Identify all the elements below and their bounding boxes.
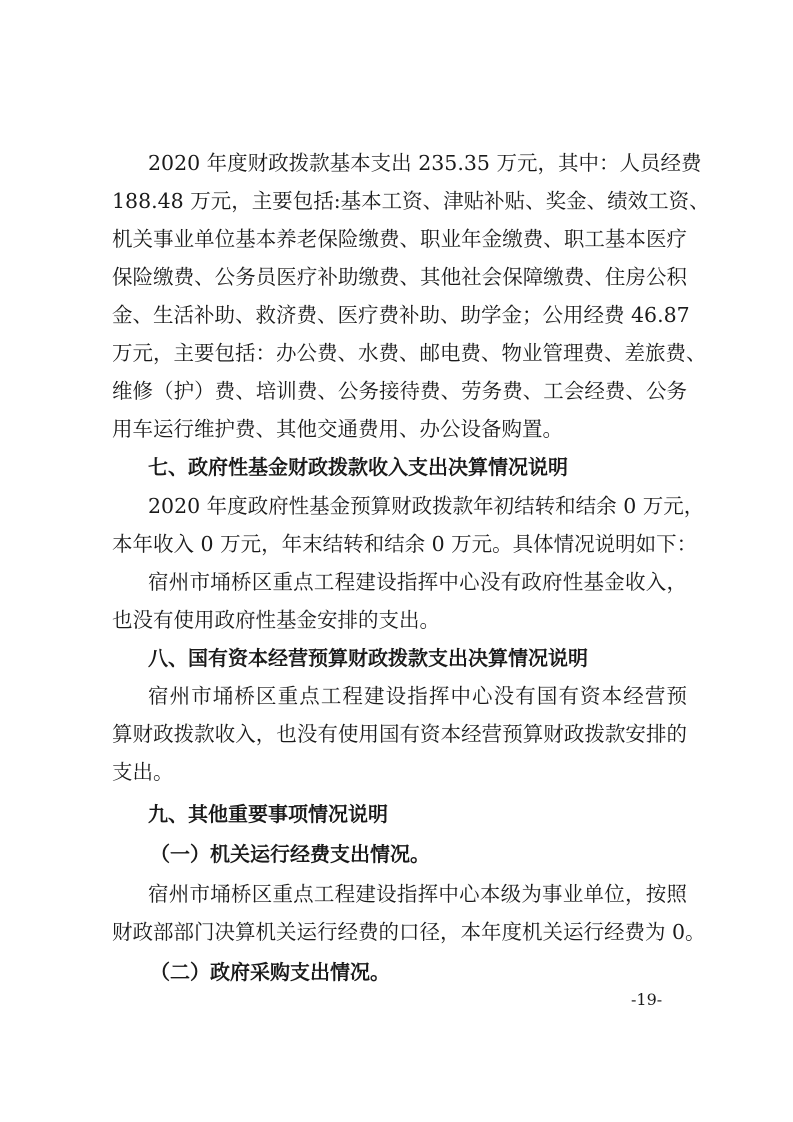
- paragraph-line: 宿州市埇桥区重点工程建设指挥中心没有国有资本经营预: [148, 684, 687, 708]
- page-number: -19-: [631, 990, 663, 1009]
- paragraph-line: 宿州市埇桥区重点工程建设指挥中心没有政府性基金收入，: [148, 570, 687, 594]
- paragraph-line: 2020 年度政府性基金预算财政拨款年初结转和结余 0 万元，: [148, 494, 705, 518]
- paragraph-line: 宿州市埇桥区重点工程建设指挥中心本级为事业单位，按照: [148, 882, 687, 906]
- paragraph-line: 188.48 万元，主要包括:基本工资、津贴补贴、奖金、绩效工资、: [112, 189, 710, 213]
- subsection-heading-1: （一）机关运行经费支出情况。: [150, 842, 430, 866]
- section-heading-9: 九、其他重要事项情况说明: [148, 802, 388, 826]
- section-heading-7: 七、政府性基金财政拨款收入支出决算情况说明: [148, 455, 568, 479]
- paragraph-line: 万元，主要包括：办公费、水费、邮电费、物业管理费、差旅费、: [112, 341, 707, 365]
- paragraph-line: 金、生活补助、救济费、医疗费补助、助学金；公用经费 46.87: [112, 303, 690, 327]
- paragraph-line: 机关事业单位基本养老保险缴费、职业年金缴费、职工基本医疗: [112, 227, 687, 251]
- paragraph-line: 2020 年度财政拨款基本支出 235.35 万元，其中：人员经费: [148, 151, 702, 175]
- paragraph-line: 也没有使用政府性基金安排的支出。: [112, 608, 440, 632]
- section-heading-8: 八、国有资本经营预算财政拨款支出决算情况说明: [148, 646, 588, 670]
- paragraph-line: 财政部部门决算机关运行经费的口径，本年度机关运行经费为 0。: [112, 920, 706, 944]
- paragraph-line: 支出。: [112, 760, 174, 784]
- paragraph-line: 维修（护）费、培训费、公务接待费、劳务费、工会经费、公务: [112, 379, 687, 403]
- paragraph-line: 本年收入 0 万元，年末结转和结余 0 万元。具体情况说明如下：: [112, 532, 698, 556]
- paragraph-line: 用车运行维护费、其他交通费用、办公设备购置。: [112, 417, 563, 441]
- paragraph-line: 算财政拨款收入，也没有使用国有资本经营预算财政拨款安排的: [112, 722, 687, 746]
- subsection-heading-2: （二）政府采购支出情况。: [150, 960, 390, 984]
- paragraph-line: 保险缴费、公务员医疗补助缴费、其他社会保障缴费、住房公积: [112, 265, 687, 289]
